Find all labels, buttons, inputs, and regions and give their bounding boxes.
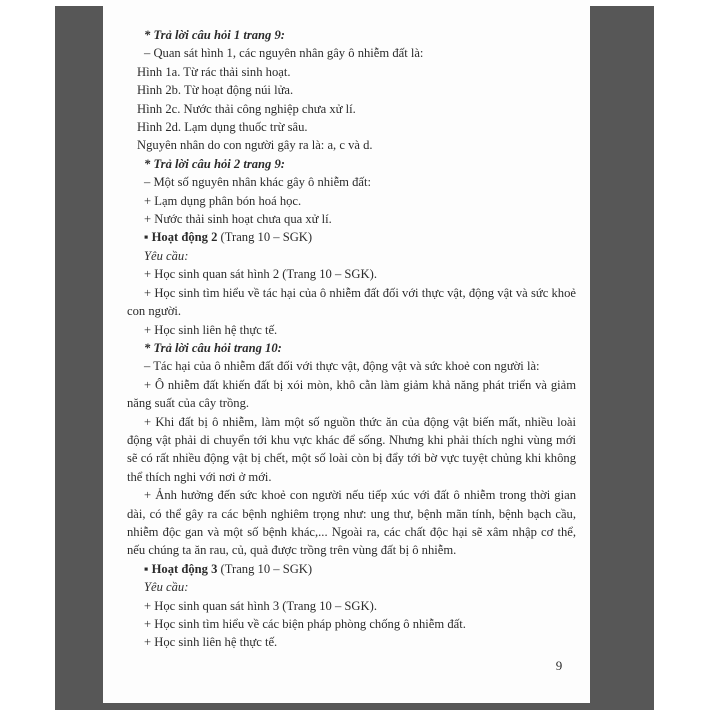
text-segment: + Ảnh hưởng đến sức khoẻ con người nếu tiếp xúc với đất ô nhiễm trong thời gian dài, có thể gây ra các bệnh nghiêm trọng như: ung thư, bệnh mãn tính, bệnh bạch cầu, nhiễm độc gan và một số bệnh khác,... Ngoài ra, các chất độc hại sẽ xâm nhập cơ thể, nếu chúng ta ăn rau, củ, quả được trồng trên vùng đất bị ô nhiễm. <box>127 488 576 558</box>
text-segment: + Học sinh tìm hiểu về tác hại của ô nhiễm đất đối với thực vật, động vật và sức khoẻ con người. <box>127 285 576 319</box>
text-segment: Yêu cầu: <box>144 580 189 595</box>
text-segment: Hình 1a. Từ rác thải sinh hoạt. <box>137 64 291 79</box>
paragraph-activity-heading <box>127 560 576 578</box>
paragraph-body <box>127 44 576 62</box>
text-segment: + Khi đất bị ô nhiễm, làm một số nguồn thức ăn của động vật biến mất, nhiều loài động vật phải di chuyển tới khu vực khác để sống. Nhưng khi phải thích nghi vùng mới sẽ có rất nhiều động vật bị chết, một số loài còn bị đẩy tới bờ vực tuyệt chủng khi không thể thích nghi với nơi ở mới. <box>127 414 576 484</box>
text-segment: + Ô nhiễm đất khiến đất bị xói mòn, khô cằn làm giảm khả năng phát triển và giảm năng suất của cây trồng. <box>127 377 576 411</box>
text-segment: – Tác hại của ô nhiễm đất đối với thực vật, động vật và sức khoẻ con người là: <box>144 359 540 374</box>
text-segment: Nguyên nhân do con người gây ra là: a, c và d. <box>137 138 373 153</box>
paragraph-hinh <box>127 118 576 136</box>
text-segment: (Trang 10 – SGK) <box>217 561 313 576</box>
paragraph-body <box>127 413 576 487</box>
text-segment: * Trả lời câu hỏi 2 trang 9: <box>144 156 285 171</box>
paragraph-body <box>127 321 576 339</box>
text-segment: Hình 2c. Nước thải công nghiệp chưa xử lí. <box>137 101 356 116</box>
text-segment: * Trả lời câu hỏi trang 10: <box>144 340 282 355</box>
paragraph-activity-heading <box>127 228 576 246</box>
paragraph-body <box>127 615 576 633</box>
text-segment: + Học sinh quan sát hình 3 (Trang 10 – SGK). <box>144 598 377 613</box>
paragraph-hinh <box>127 136 576 154</box>
paragraph-body <box>127 486 576 560</box>
paragraph-question-heading <box>127 339 576 357</box>
paragraph-hinh <box>127 100 576 118</box>
text-segment: + Lạm dụng phân bón hoá học. <box>144 193 302 208</box>
paragraph-body <box>127 265 576 283</box>
page-number: 9 <box>555 658 563 673</box>
text-segment: + Nước thải sinh hoạt chưa qua xử lí. <box>144 212 332 227</box>
paragraph-hinh <box>127 63 576 81</box>
text-segment: * Trả lời câu hỏi 1 trang 9: <box>144 28 285 42</box>
text-segment: + Học sinh liên hệ thực tế. <box>144 635 278 650</box>
page <box>103 0 590 703</box>
text-segment: + Học sinh tìm hiểu về các biện pháp phòng chống ô nhiễm đất. <box>144 617 466 631</box>
paragraph-question-heading <box>127 155 576 173</box>
text-segment: – Quan sát hình 1, các nguyên nhân gây ô nhiễm đất là: <box>144 46 424 61</box>
text-segment: Hình 2b. Từ hoạt động núi lửa. <box>137 83 294 98</box>
text-segment: Yêu cầu: <box>144 248 189 263</box>
paragraph-body <box>127 173 576 191</box>
text-segment: ▪ Hoạt động 2 <box>144 230 218 245</box>
paragraph-body <box>127 192 576 210</box>
paragraph-body <box>127 210 576 228</box>
text-block <box>127 26 576 652</box>
paragraph-question-heading <box>127 26 576 44</box>
paragraph-body <box>127 357 576 375</box>
paragraph-hinh <box>127 81 576 99</box>
paragraph-body <box>127 597 576 615</box>
text-segment: (Trang 10 – SGK) <box>217 230 313 245</box>
text-segment: Hình 2d. Lạm dụng thuốc trừ sâu. <box>137 120 308 135</box>
text-segment: ▪ Hoạt động 3 <box>144 561 218 576</box>
paragraph-body <box>127 284 576 321</box>
text-segment: + Học sinh liên hệ thực tế. <box>144 322 278 337</box>
paragraph-italic-label <box>127 578 576 596</box>
paragraph-body <box>127 633 576 651</box>
text-segment: + Học sinh quan sát hình 2 (Trang 10 – SGK). <box>144 267 377 282</box>
paragraph-italic-label <box>127 247 576 265</box>
paragraph-body <box>127 376 576 413</box>
text-segment: – Một số nguyên nhân khác gây ô nhiễm đất: <box>144 175 371 190</box>
